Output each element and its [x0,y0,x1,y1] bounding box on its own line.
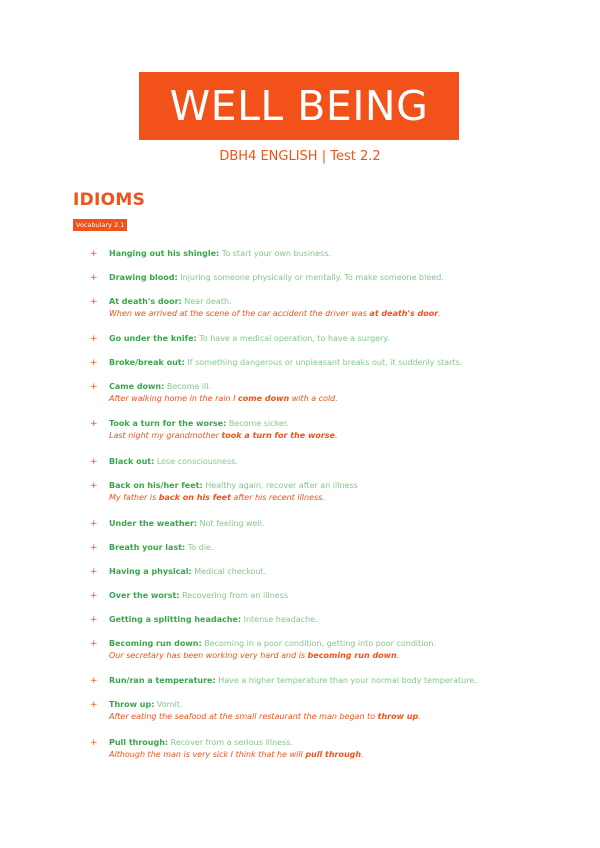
example-highlight: took a turn for the worse [221,431,335,440]
idiom-definition: To have a medical operation, to have a surgery. [196,334,390,343]
idiom-example [109,308,441,320]
idiom-term: At death's door: [109,297,182,306]
idiom-example [109,650,399,662]
page-title: WELL BEING [169,81,429,130]
example-text-end: after his recent illness. [230,493,325,502]
idiom-term: Pull through: [109,738,169,747]
idiom-line [109,566,266,578]
bullet-plus: + [90,358,98,368]
example-highlight: come down [238,394,290,403]
idiom-definition: Medical checkout. [191,567,267,576]
bullet-plus: + [90,334,98,344]
idiom-example [109,393,338,405]
bullet-plus: + [90,382,98,392]
example-text: When we arrived at the scene of the car accident the driver was [109,309,370,318]
idiom-line [109,699,182,711]
idiom-definition: Lose consciousness. [154,457,238,466]
idiom-term: Black out: [109,457,155,466]
bullet-plus: + [90,457,98,467]
section-title: IDIOMS [73,190,146,210]
idiom-definition: To die. [185,543,214,552]
example-highlight: pull through [305,750,362,759]
example-text-end: . [396,651,400,660]
example-highlight: becoming run down [307,651,397,660]
idiom-definition: Becoming in a poor condition, getting into poor condition. [201,639,436,648]
idiom-line [109,418,289,430]
idiom-line [109,542,214,554]
idiom-example [109,749,364,761]
idiom-line [109,272,444,284]
idiom-term: Under the weather: [109,519,198,528]
idiom-term: Broke/break out: [109,358,185,367]
idiom-definition: Vomit. [154,700,183,709]
idiom-definition: Near death. [181,297,232,306]
idiom-example [109,711,421,723]
idiom-definition: If something dangerous or unpleasant breaks out, it suddenly starts. [184,358,463,367]
example-highlight: throw up [377,712,419,721]
bullet-plus: + [90,249,98,259]
idiom-definition: Recovering from an illness [179,591,289,600]
idiom-term: Drawing blood: [109,273,178,282]
idiom-line [109,248,331,260]
idiom-term: Came down: [109,382,165,391]
example-text: Last night my grandmother [109,431,222,440]
idiom-term: Go under the knife: [109,334,197,343]
idiom-term: Took a turn for the worse: [109,419,227,428]
idiom-line [109,675,477,687]
idiom-definition: Healthy again, recover after an illness [202,481,358,490]
idiom-line [109,456,238,468]
example-highlight: at death's door [369,309,439,318]
bullet-plus: + [90,591,98,601]
idiom-term: Breath your last: [109,543,186,552]
idiom-definition: Not feeling well. [197,519,265,528]
example-text-end: . [334,431,338,440]
idiom-line [109,296,232,308]
idiom-line [109,381,211,393]
example-text: My father is [109,493,159,502]
idiom-term: Having a physical: [109,567,192,576]
bullet-plus: + [90,738,98,748]
idiom-line [109,518,264,530]
bullet-plus: + [90,567,98,577]
idiom-line [109,614,318,626]
idiom-term: Run/ran a temperature: [109,676,216,685]
idiom-term: Becoming run down: [109,639,202,648]
example-text: Although the man is very sick I think that he will [109,750,306,759]
idiom-definition: Recover from a serious illness. [168,738,293,747]
idiom-example [109,492,325,504]
bullet-plus: + [90,273,98,283]
vocabulary-badge: Vocabulary 2.1 [73,219,127,231]
bullet-plus: + [90,639,98,649]
example-highlight: back on his feet [158,493,231,502]
idiom-term: Over the worst: [109,591,180,600]
example-text: After walking home in the rain I [109,394,239,403]
example-text: After eating the seafood at the small restaurant the man began to [109,712,378,721]
idiom-term: Back on his/her feet: [109,481,203,490]
bullet-plus: + [90,615,98,625]
bullet-plus: + [90,676,98,686]
example-text-end: with a cold. [289,394,338,403]
idiom-line [109,737,293,749]
example-text-end: . [361,750,364,759]
idiom-definition: Injuring someone physically or mentally. To make someone bleed. [177,273,444,282]
example-text: Our secretary has been working very hard and is [109,651,308,660]
bullet-plus: + [90,519,98,529]
bullet-plus: + [90,700,98,710]
idiom-example [109,430,338,442]
idiom-line [109,590,288,602]
idiom-term: Throw up: [109,700,155,709]
example-text-end: . [418,712,421,721]
idiom-line [109,480,358,492]
idiom-line [109,333,389,345]
idiom-definition: Intense headache. [241,615,318,624]
example-text-end: . [438,309,441,318]
idiom-definition: Become sicker. [226,419,289,428]
bullet-plus: + [90,297,98,307]
bullet-plus: + [90,543,98,553]
idiom-line [109,638,436,650]
idiom-line [109,357,462,369]
idiom-definition: To start your own business. [219,249,331,258]
idiom-definition: Have a higher temperature than your normal body temperature. [215,676,477,685]
bullet-plus: + [90,419,98,429]
idiom-definition: Become ill. [164,382,212,391]
idiom-term: Hanging out his shingle: [109,249,220,258]
idiom-term: Getting a splitting headache: [109,615,242,624]
bullet-plus: + [90,481,98,491]
page-subtitle: DBH4 ENGLISH | Test 2.2 [219,149,381,164]
